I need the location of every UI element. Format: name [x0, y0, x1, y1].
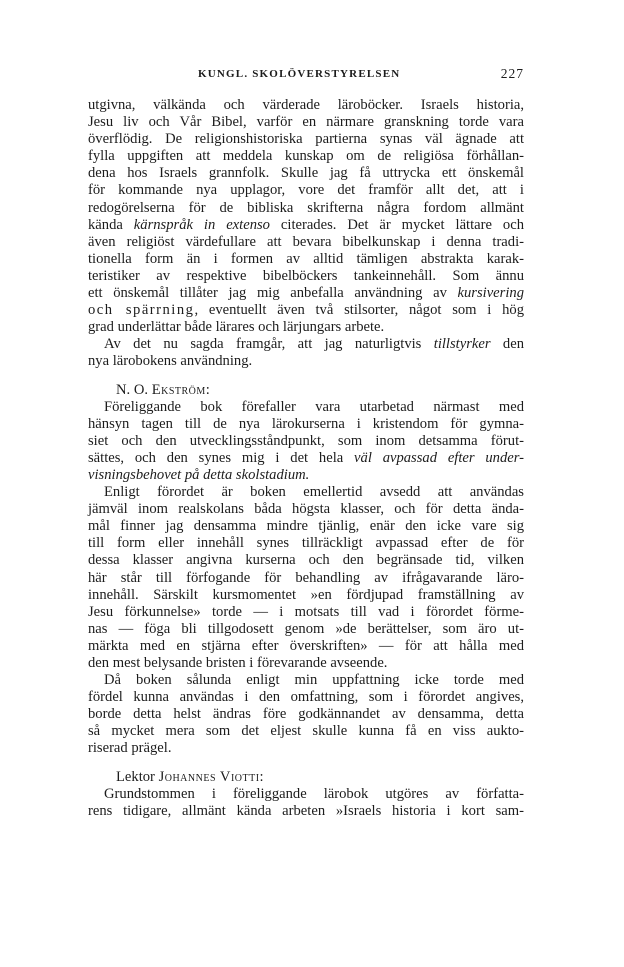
text-line: Då boken sålunda enligt min uppfattning icke torde med — [104, 672, 524, 689]
text-line: hänsyn tagen till de nya lärokurserna i kristendom för gymna- — [88, 415, 524, 432]
text-line: Grundstommen i föreliggande lärobok utgöres av författa- — [104, 785, 524, 802]
text-line: överflödig. De religionshistoriska partierna synas väl ägnade att — [88, 131, 524, 148]
text-line: till form eller innehåll synes tillräckligt avpassad efter de för — [88, 535, 524, 552]
text-line: teristiker av respektive bibelböckers tankeinnehåll. Som ännu — [88, 267, 524, 284]
text-line: Av det nu sagda framgår, att jag naturligtvis tillstyrker den — [104, 336, 524, 353]
text-line: borde detta helst ändras före godkännandet av densamma, detta — [88, 706, 524, 723]
paragraph — [88, 336, 524, 370]
text-line: dena hos Israels grannfolk. Skulle jag få uttrycka ett önskemål — [88, 165, 524, 182]
paragraph — [88, 484, 524, 672]
text-line: fördel kunna användas i den omfattning, som i förordet angives, — [88, 689, 524, 706]
text-line: rens tidigare, allmänt kända arbeten »Israels historia i kort sam- — [88, 802, 524, 819]
text-line: fylla uppgiften att meddela kunskap om de religiösa förhållan- — [88, 148, 524, 165]
text-line: dessa klasser angivna kurserna och den begränsade tid, vilken — [88, 552, 524, 569]
running-head: KUNGL. SKOLÖVERSTYRELSEN — [198, 68, 401, 80]
text-line: riserad prägel. — [88, 740, 172, 757]
text-line: innehåll. Särskilt kursmomentet »en fördjupad framställning av — [88, 586, 524, 603]
text-line: utgivna, välkända och värderade läroböcker. Israels historia, — [88, 97, 524, 113]
text-line: kända kärnspråk in extenso citerades. Det är mycket lättare och — [88, 216, 524, 233]
paragraph — [88, 399, 524, 484]
text-line: tionella form än i formen av alltid tämligen abstrakta karak- — [88, 250, 524, 267]
text-line: även religiöst värdefullare att bevara bibelkunskap i denna tradi- — [88, 233, 524, 250]
text-line: den mest belysande bristen i förevarande avseende. — [88, 655, 388, 671]
page-number: 227 — [500, 66, 524, 81]
paragraph — [88, 672, 524, 757]
text-line: redogörelserna för de bibliska skrifterna några fordom allmänt — [88, 199, 524, 216]
section-heading: N. O. Ekström: — [116, 381, 210, 398]
text-line: grad underlättar både lärares och lärjungars arbete. — [88, 319, 385, 336]
text-line: Enligt förordet är boken emellertid avsedd att användas — [104, 484, 524, 501]
text-line: Jesu liv och Vår Bibel, varför en närmare granskning torde vara — [88, 114, 524, 131]
text-line: här står till förfogande för behandling av ifrågavarande läro- — [88, 569, 524, 586]
text-line: för kommande nya upplagor, vore det framför allt det, att i — [88, 182, 524, 199]
text-line: nas — föga bli tillgodosett genom »de berättelser, som äro ut- — [88, 620, 524, 637]
text-line: ett önskemål tillåter jag mig anbefalla användning av kursivering — [88, 285, 524, 302]
text-line: jämväl inom realskolans båda högsta klasser, och för detta ända- — [88, 501, 524, 518]
paragraph — [88, 97, 524, 336]
text-line: nya lärobokens användning. — [88, 353, 253, 370]
text-line: visningsbehovet på detta skolstadium. — [88, 466, 310, 483]
text-line: Föreliggande bok förefaller vara utarbetad närmast med — [104, 398, 524, 415]
text-line: sättes, och den synes mig i det hela väl avpassad efter under- — [88, 449, 524, 466]
section-heading: Lektor Johannes Viotti: — [116, 768, 264, 785]
body-text — [88, 97, 524, 820]
paragraph — [88, 786, 524, 820]
text-line: märkta med en stjärna efter överskriften» — för att hålla med — [88, 637, 524, 654]
text-line: siet och den utvecklingsståndpunkt, som inom detsamma förut- — [88, 432, 524, 449]
text-line: och spärrning, eventuellt även två stilsorter, något som i hög — [88, 302, 524, 319]
page-header — [88, 68, 524, 88]
text-line: mål finner jag densamma mindre tjänlig, enär den icke vare sig — [88, 518, 524, 535]
text-line: Jesu förkunnelse» torde — i motsats till vad i förordet förme- — [88, 603, 524, 620]
text-line: så mycket mera som det eljest skulle kunna få en viss aukto- — [88, 723, 524, 740]
